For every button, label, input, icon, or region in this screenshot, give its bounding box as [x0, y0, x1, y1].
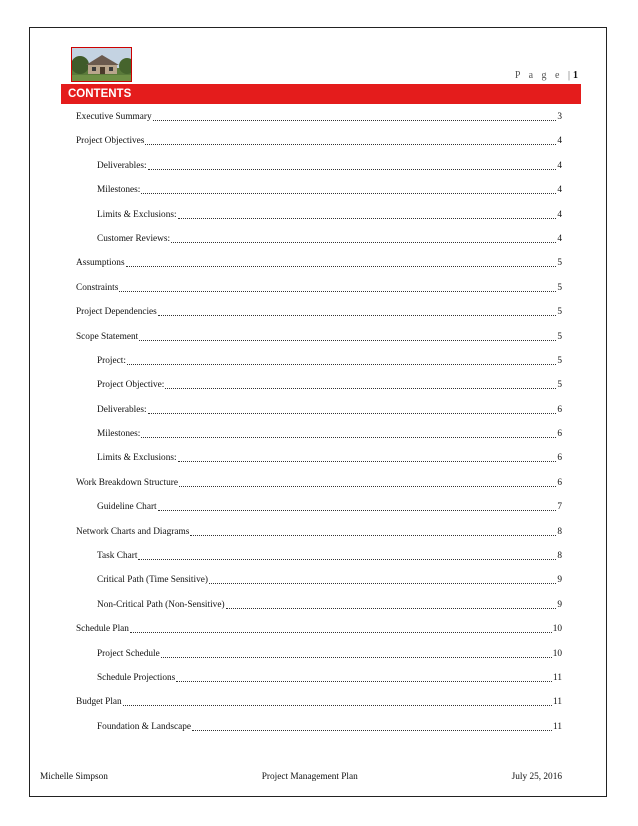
toc-entry-page: 11 [553, 672, 562, 683]
toc-entry[interactable] [76, 209, 562, 233]
toc-entry-text: Foundation & Landscape [97, 721, 191, 732]
toc-dot-leader [158, 501, 557, 511]
toc-entry-text: Milestones: [97, 429, 141, 440]
toc-entry[interactable] [76, 599, 562, 623]
toc-entry[interactable] [76, 111, 562, 135]
toc-dot-leader [130, 623, 552, 633]
toc-entry-text: Project Objective: [97, 380, 165, 391]
toc-entry-page: 4 [557, 160, 562, 171]
toc-dot-leader [145, 135, 556, 145]
page-number-value: 1 [573, 70, 578, 81]
toc-entry-page: 11 [553, 721, 562, 732]
toc-entry-text: Project: [97, 355, 126, 366]
toc-entry[interactable] [76, 379, 562, 403]
toc-entry-page: 10 [552, 624, 562, 635]
toc-entry-page: 10 [552, 648, 562, 659]
toc-entry-text: Project Objectives [76, 136, 145, 147]
footer-document-title: Project Management Plan [261, 772, 358, 782]
toc-dot-leader [153, 111, 557, 121]
toc-entry-page: 5 [557, 282, 562, 293]
toc-entry[interactable] [76, 135, 562, 159]
toc-entry-page: 5 [557, 380, 562, 391]
toc-entry-page: 4 [557, 185, 562, 196]
toc-dot-leader [209, 574, 556, 584]
toc-entry-text: Milestones: [97, 185, 141, 196]
toc-entry-page: 5 [557, 258, 562, 269]
toc-entry-page: 8 [557, 551, 562, 562]
toc-entry[interactable] [76, 574, 562, 598]
toc-dot-leader [158, 306, 557, 316]
toc-entry-page: 11 [553, 697, 562, 708]
toc-entry-text: Constraints [76, 282, 119, 293]
toc-entry[interactable] [76, 160, 562, 184]
contents-header [61, 84, 581, 104]
toc-entry-text: Schedule Projections [97, 672, 176, 683]
toc-entry-page: 8 [557, 526, 562, 537]
toc-entry[interactable] [76, 233, 562, 257]
toc-dot-leader [161, 648, 552, 658]
house-logo-image [71, 47, 132, 82]
toc-entry-text: Schedule Plan [76, 624, 129, 635]
footer-date: July 25, 2016 [511, 772, 562, 782]
toc-dot-leader [148, 160, 557, 170]
toc-entry-text: Budget Plan [76, 697, 122, 708]
toc-entry-text: Project Schedule [97, 648, 160, 659]
toc-dot-leader [126, 257, 557, 267]
toc-entry[interactable] [76, 452, 562, 476]
toc-entry-text: Customer Reviews: [97, 233, 171, 244]
toc-dot-leader [119, 282, 556, 292]
toc-dot-leader [141, 184, 556, 194]
toc-entry[interactable] [76, 477, 562, 501]
toc-entry-text: Scope Statement [76, 331, 139, 342]
toc-entry-page: 6 [557, 429, 562, 440]
toc-entry-text: Executive Summary [76, 112, 152, 122]
toc-dot-leader [123, 696, 552, 706]
toc-entry-text: Limits & Exclusions: [97, 453, 177, 464]
toc-entry-page: 4 [557, 136, 562, 147]
toc-dot-leader [148, 404, 557, 414]
footer-author: Michelle Simpson [40, 772, 108, 782]
toc-entry-page: 6 [557, 477, 562, 488]
toc-entry-text: Task Chart [97, 551, 138, 562]
toc-entry[interactable] [76, 404, 562, 428]
toc-entry-text: Guideline Chart [97, 502, 157, 513]
toc-dot-leader [127, 355, 556, 365]
toc-entry-page: 7 [557, 502, 562, 513]
toc-entry[interactable] [76, 623, 562, 647]
toc-entry-page: 6 [557, 453, 562, 464]
toc-dot-leader [190, 526, 556, 536]
toc-entry-page: 4 [557, 233, 562, 244]
toc-entry[interactable] [76, 672, 562, 696]
toc-entry-page: 6 [557, 404, 562, 415]
toc-dot-leader [178, 209, 557, 219]
toc-dot-leader [171, 233, 556, 243]
toc-entry-page: 5 [557, 331, 562, 342]
page-number [515, 70, 578, 81]
house-photo-icon [72, 48, 132, 82]
toc-entry[interactable] [76, 306, 562, 330]
toc-entry-page: 3 [557, 112, 562, 122]
toc-entry-text: Network Charts and Diagrams [76, 526, 190, 537]
toc-dot-leader [141, 428, 556, 438]
toc-entry[interactable] [76, 501, 562, 525]
page-label: P a g e | [514, 70, 573, 81]
toc-entry-text: Limits & Exclusions: [97, 209, 177, 220]
toc-entry-text: Critical Path (Time Sensitive) [97, 575, 208, 586]
toc-entry-text: Deliverables: [97, 160, 147, 171]
toc-entry[interactable] [76, 526, 562, 550]
toc-dot-leader [176, 672, 552, 682]
page-footer [40, 772, 562, 782]
toc-entry-text: Project Dependencies [76, 307, 157, 318]
toc-dot-leader [179, 477, 556, 487]
toc-entry[interactable] [76, 355, 562, 379]
toc-entry[interactable] [76, 550, 562, 574]
toc-dot-leader [226, 599, 557, 609]
toc-entry[interactable] [76, 721, 562, 745]
toc-entry[interactable] [76, 331, 562, 355]
toc-entry[interactable] [76, 648, 562, 672]
toc-entry[interactable] [76, 184, 562, 208]
toc-entry-text: Assumptions [76, 258, 125, 269]
toc-entry-page: 9 [557, 575, 562, 586]
toc-entry-page: 4 [557, 209, 562, 220]
table-of-contents [76, 111, 562, 745]
toc-entry[interactable] [76, 696, 562, 720]
toc-dot-leader [178, 452, 557, 462]
contents-title: CONTENTS [68, 88, 132, 100]
toc-entry[interactable] [76, 282, 562, 306]
toc-dot-leader [139, 331, 556, 341]
toc-entry-text: Work Breakdown Structure [76, 477, 179, 488]
toc-entry-text: Non-Critical Path (Non-Sensitive) [97, 599, 225, 610]
toc-entry-text: Deliverables: [97, 404, 147, 415]
toc-dot-leader [138, 550, 556, 560]
toc-dot-leader [192, 721, 552, 731]
toc-entry-page: 5 [557, 355, 562, 366]
toc-entry[interactable] [76, 257, 562, 281]
toc-entry-page: 9 [557, 599, 562, 610]
toc-entry-page: 5 [557, 307, 562, 318]
toc-entry[interactable] [76, 428, 562, 452]
toc-dot-leader [165, 379, 556, 389]
